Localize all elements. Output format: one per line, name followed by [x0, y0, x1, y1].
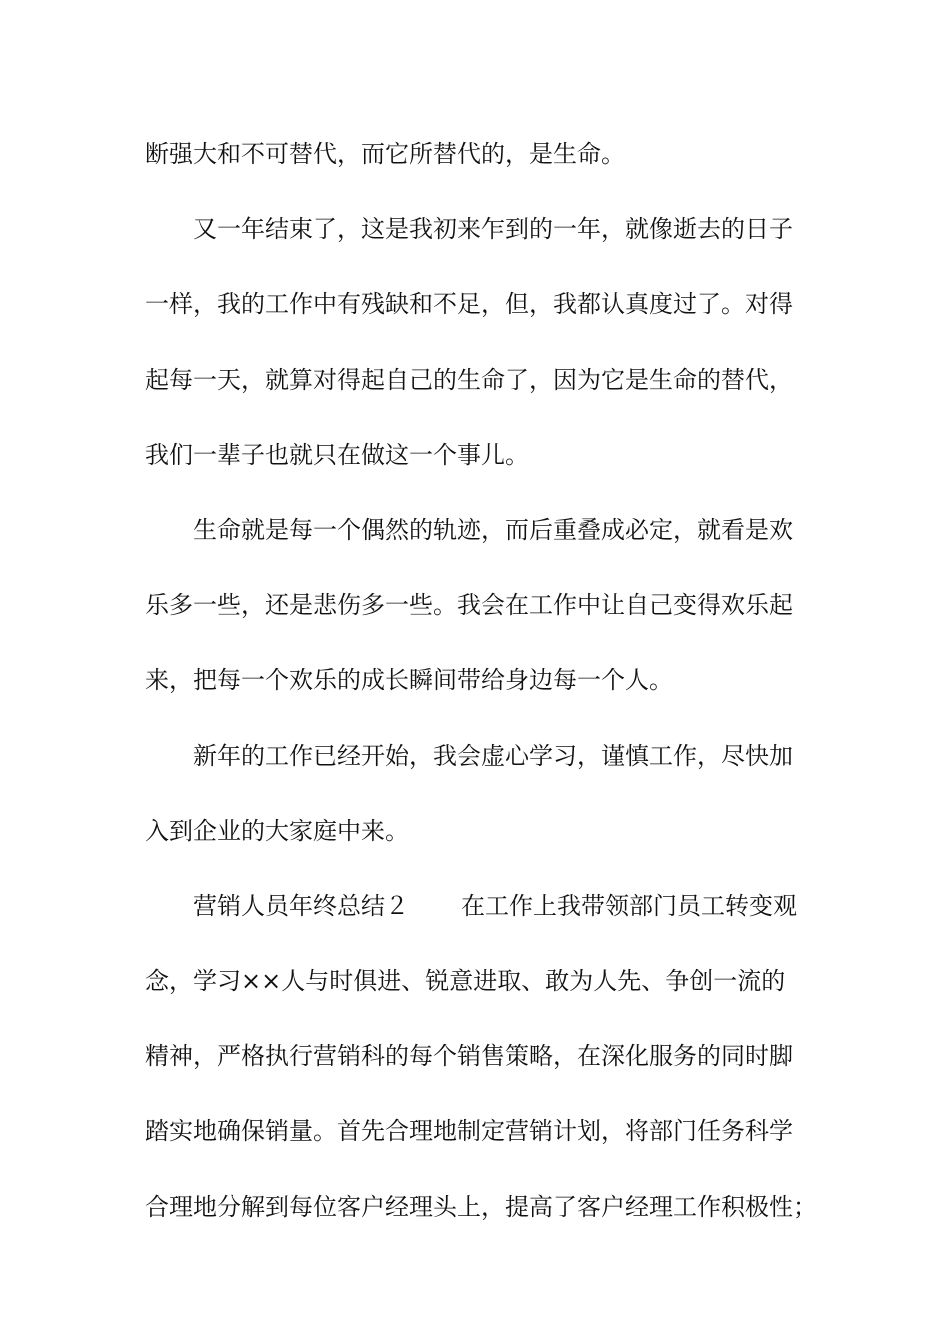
- text-line: 来，把每一个欢乐的成长瞬间带给身边每一个人。: [145, 666, 673, 695]
- text-line: 我们一辈子也就只在做这一个事儿。: [145, 440, 529, 469]
- section-heading: 营销人员年终总结２: [193, 891, 409, 920]
- text-line: 一样，我的工作中有残缺和不足，但，我都认真度过了。对得: [145, 290, 793, 319]
- section-text: 在工作上我带领部门员工转变观: [461, 891, 797, 920]
- text-line: 乐多一些，还是悲伤多一些。我会在工作中让自己变得欢乐起: [145, 591, 793, 620]
- text-line: 起每一天，就算对得起自己的生命了，因为它是生命的替代，: [145, 365, 793, 394]
- paragraph-first-line: 生命就是每一个偶然的轨迹，而后重叠成必定，就看是欢: [193, 515, 793, 544]
- text-line: 精神，严格执行营销科的每个销售策略，在深化服务的同时脚: [145, 1042, 793, 1071]
- paragraph-first-line: 又一年结束了，这是我初来乍到的一年，就像逝去的日子: [193, 215, 793, 244]
- text-line: 踏实地确保销量。首先合理地制定营销计划，将部门任务科学: [145, 1117, 793, 1146]
- text-line: 断强大和不可替代，而它所替代的，是生命。: [145, 140, 625, 168]
- paragraph-first-line: 新年的工作已经开始，我会虚心学习，谨慎工作，尽快加: [193, 741, 793, 770]
- text-line: 入到企业的大家庭中来。: [145, 816, 409, 845]
- text-line: 念，学习××人与时俱进、锐意进取、敢为人先、争创一流的: [145, 967, 786, 996]
- text-line: 合理地分解到每位客户经理头上，提高了客户经理工作积极性；: [145, 1192, 817, 1221]
- section-heading-line: [145, 876, 825, 951]
- document-body: [145, 124, 825, 1252]
